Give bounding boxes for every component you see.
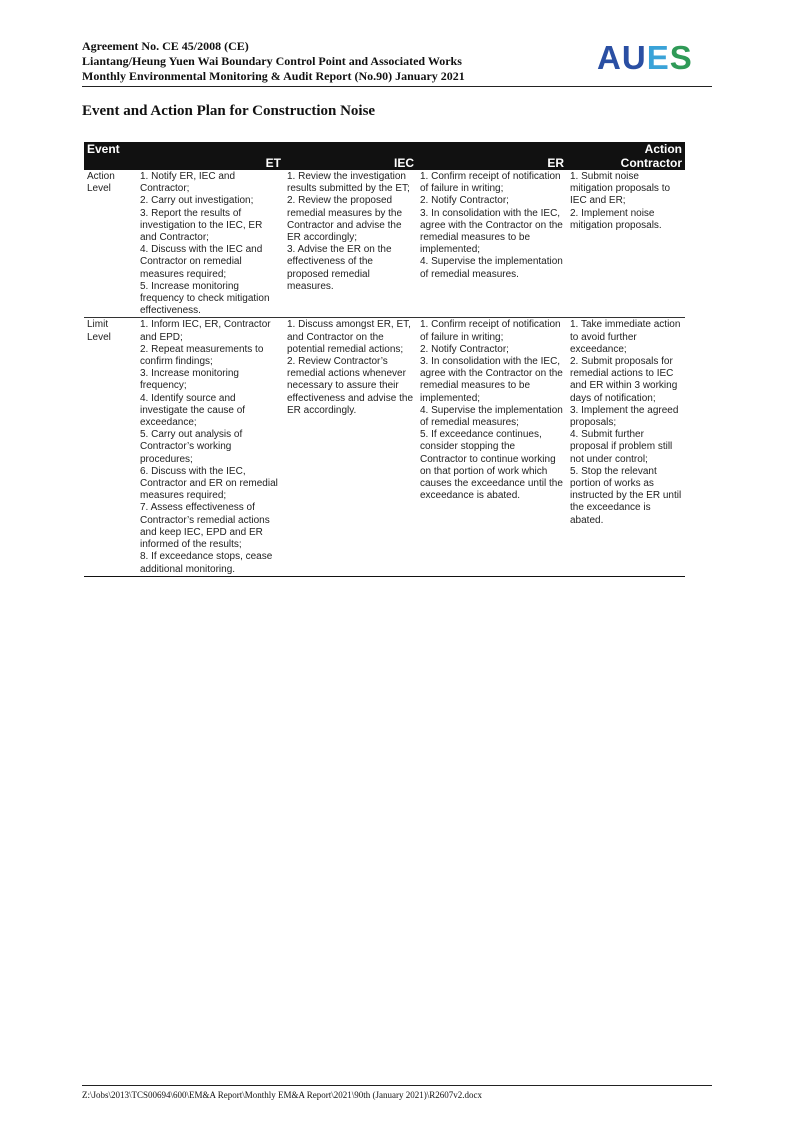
et-cell: 1. Inform IEC, ER, Contractor and EPD; 2. Repeat measurements to confirm findings; 3. Increase monitoring frequency; 4. Identify source and investigate the cause of exceedance; 5. Carry out analysis of Contractor’s working procedures; 6. Discuss with the IEC, Contractor and ER on remedial measures required; 7. Assess effectiveness of Contractor’s remedial actions and keep IEC, EPD and ER informed of the results; 8. If exceedance stops, cease additional monitoring. [137, 318, 284, 576]
et-cell: 1. Notify ER, IEC and Contractor; 2. Carry out investigation; 3. Report the results of investigation to the IEC, ER and Contractor; 4. Discuss with the IEC and Contractor on remedial measures required; 5. Increase monitoring frequency to check mitigation effectiveness. [137, 170, 284, 318]
table-row [84, 318, 685, 576]
table-header-row [84, 142, 685, 170]
er-cell: 1. Confirm receipt of notification of failure in writing; 2. Notify Contractor; 3. In consolidation with the IEC, agree with the Contractor on the remedial measures to be implemented; 4. Supervise the implementation of remedial measures; 5. If exceedance continues, consider stopping the Contractor to continue working on that portion of work which causes the exceedance until the exceedance is abated. [417, 318, 567, 576]
page-title: Event and Action Plan for Construction Noise [82, 103, 376, 119]
project-name: Liantang/Heung Yuen Wai Boundary Control Point and Associated Works [82, 54, 462, 68]
header-divider [82, 86, 712, 87]
header-contractor: Contractor [620, 156, 682, 170]
aues-logo: AUES [597, 39, 693, 76]
header-iec: IEC [284, 142, 417, 170]
table-row [84, 170, 685, 318]
footer-divider [82, 1085, 712, 1086]
event-action-table [84, 142, 685, 577]
file-path-footer: Z:\Jobs\2013\TCS00694\600\EM&A Report\Monthly EM&A Report\2021\90th (January 2021)\R2607v2.docx [82, 1090, 482, 1100]
report-title: Monthly Environmental Monitoring & Audit Report (No.90) January 2021 [82, 69, 465, 83]
iec-cell: 1. Discuss amongst ER, ET, and Contractor on the potential remedial actions; 2. Review Contractor’s remedial actions whenever necessary to assure their effectiveness and advise the ER accordingly. [284, 318, 417, 576]
header-event: Event [84, 142, 137, 170]
header-action-contractor [567, 142, 685, 170]
header-er: ER [417, 142, 567, 170]
event-cell: Limit Level [84, 318, 137, 576]
header-action: Action [644, 142, 682, 156]
er-cell: 1. Confirm receipt of notification of failure in writing; 2. Notify Contractor; 3. In consolidation with the IEC, agree with the Contractor on the remedial measures to be implemented; 4. Supervise the implementation of remedial measures. [417, 170, 567, 318]
contractor-cell: 1. Take immediate action to avoid further exceedance; 2. Submit proposals for remedial actions to IEC and ER within 3 working days of notification; 3. Implement the agreed proposals; 4. Submit further proposal if problem still not under control; 5. Stop the relevant portion of works as instructed by the ER until the exceedance is abated. [567, 318, 685, 576]
event-cell: Action Level [84, 170, 137, 318]
contractor-cell: 1. Submit noise mitigation proposals to IEC and ER; 2. Implement noise mitigation proposals. [567, 170, 685, 318]
header-et: ET [137, 142, 284, 170]
iec-cell: 1. Review the investigation results submitted by the ET; 2. Review the proposed remedial measures by the Contractor and advise the ER accordingly; 3. Advise the ER on the effectiveness of the proposed remedial measures. [284, 170, 417, 318]
agreement-number: Agreement No. CE 45/2008 (CE) [82, 39, 249, 53]
